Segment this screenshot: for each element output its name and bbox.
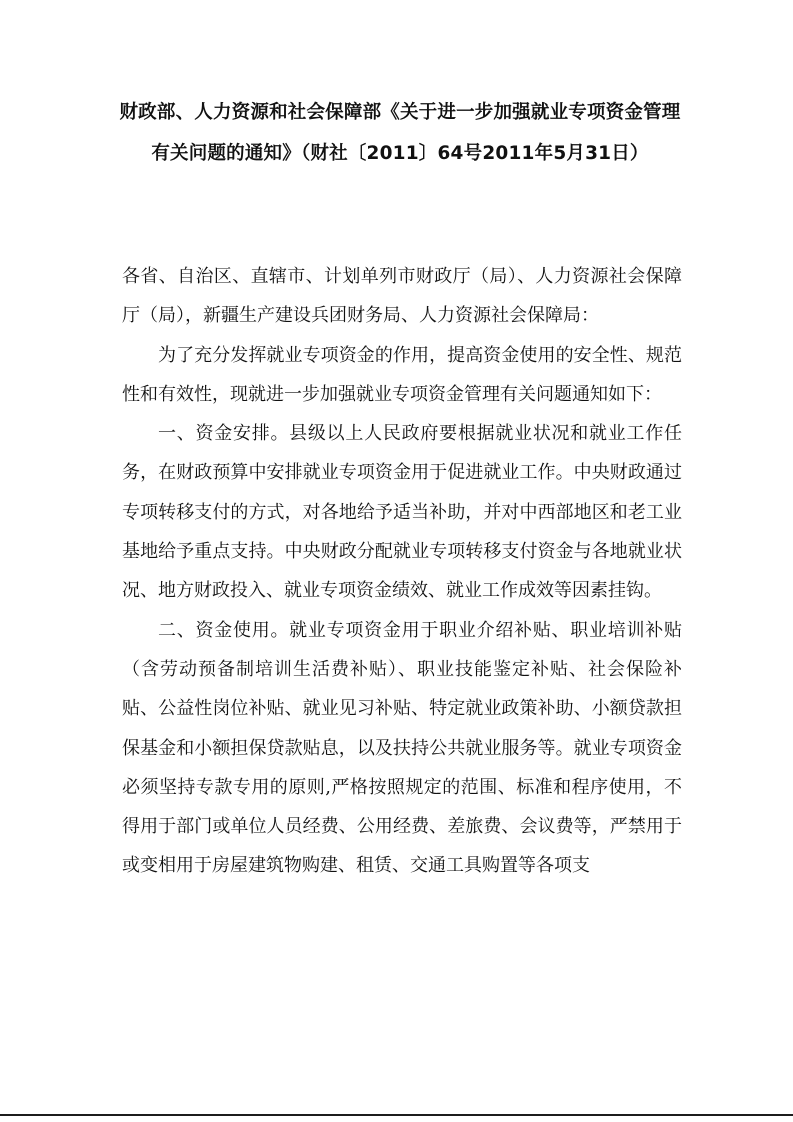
paragraph-funding-use: 二、资金使用。就业专项资金用于职业介绍补贴、职业培训补贴（含劳动预备制培训生活费补贴）、职业技能鉴定补贴、社会保险补贴、公益性岗位补贴、就业见习补贴、特定就业政策补助、小额贷款担保基金和小额担保贷款贴息，以及扶持公共就业服务等。就业专项资金必须坚持专款专用的原则,严格按照规定的范围、标准和程序使用，不得用于部门或单位人员经费、公用经费、差旅费、会议费等，严禁用于或变相用于房屋建筑物购建、租赁、交通工具购置等各项支 [122, 619, 682, 877]
salutation: 各省、自治区、直辖市、计划单列市财政厅（局）、人力资源社会保障厅（局），新疆生产建设兵团财务局、人力资源社会保障局： [122, 266, 682, 327]
document-body [122, 257, 682, 886]
paragraph-funding-arrangement: 一、资金安排。县级以上人民政府要根据就业状况和就业工作任务，在财政预算中安排就业专项资金用于促进就业工作。中央财政通过专项转移支付的方式，对各地给予适当补助，并对中西部地区和老工业基地给予重点支持。中央财政分配就业专项转移支付资金与各地就业状况、地方财政投入、就业专项资金绩效、就业工作成效等因素挂钩。 [122, 423, 682, 602]
title-line-1: 财政部、人力资源和社会保障部《关于进一步加强就业专项资金管理 [119, 102, 681, 123]
title-line-2: 有关问题的通知》（财社〔2011〕64号2011年5月31日） [151, 143, 649, 164]
page-bottom-rule [0, 1114, 793, 1116]
paragraph-intro: 为了充分发挥就业专项资金的作用，提高资金使用的安全性、规范性和有效性，现就进一步加强就业专项资金管理有关问题通知如下： [122, 344, 682, 405]
document-title [100, 92, 700, 174]
